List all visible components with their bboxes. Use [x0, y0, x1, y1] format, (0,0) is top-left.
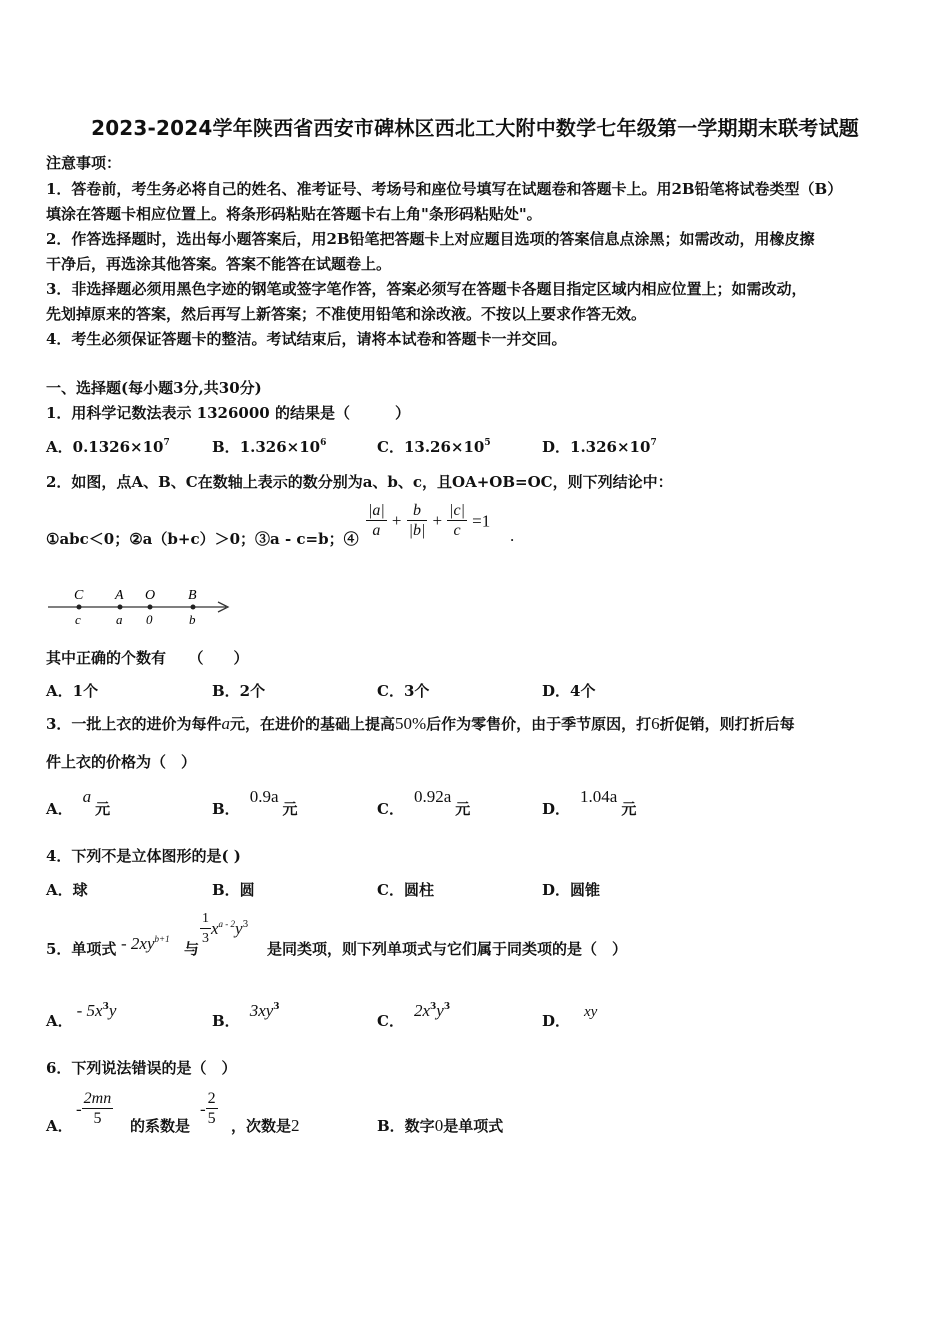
point-c	[77, 605, 82, 610]
q1-option-d: D．$1.326\times 10^7$	[542, 438, 657, 456]
label-O: O	[145, 588, 156, 603]
label-A: A	[115, 588, 124, 603]
page-title: 2023-2024学年陕西省西安市碑林区西北工大附中数学七年级第一学期期末联考试题	[91, 116, 859, 140]
q6-option-a-label: A．	[46, 1117, 73, 1135]
q1-option-c: C．$13.26\times 10^5$	[377, 438, 491, 456]
q3-option-d: D．1.04a元	[542, 787, 637, 818]
notice-line: 3．非选择题必须用黑色字迹的钢笔或签字笔作答，答案必须写在答题卡各题目指定区域内相应位置上；如需改动，	[46, 280, 807, 298]
label-a-value: a	[116, 612, 123, 627]
label-c-value: c	[75, 612, 81, 627]
q6-option-a-middle: 的系数是	[130, 1117, 191, 1135]
point-o	[148, 605, 153, 610]
section-heading: 一、选择题(每小题3分,共30分)	[46, 379, 262, 397]
q6-option-b: B．数字0是单项式	[377, 1116, 504, 1135]
notice-line: 先划掉原来的答案，然后再写上新答案；不准使用铅笔和涂改液。不按以上要求作答无效。	[46, 305, 647, 323]
question-6-stem: 6．下列说法错误的是（ ）	[46, 1059, 237, 1077]
number-line-figure	[46, 583, 236, 631]
q2-option-d: D．4个	[542, 682, 596, 700]
label-C: C	[74, 588, 84, 603]
q2-period: .	[510, 526, 515, 545]
q1-option-a: A．$0.1326\times 10^7$	[46, 438, 170, 456]
q6-option-a-tail: ，次数是2	[231, 1116, 300, 1135]
q5-option-d: D． xy	[542, 1004, 598, 1030]
q3-option-c: C．0.92a元	[377, 787, 471, 818]
q4-option-a: A．球	[46, 881, 88, 899]
question-5-stem-start: 5．单项式	[46, 940, 117, 958]
q1-option-b: B．$1.326\times 10^6$	[212, 438, 327, 456]
q5-monomial-1: - $2xy^{b+1}$	[121, 934, 170, 953]
q2-option-c: C．3个	[377, 682, 430, 700]
label-B: B	[188, 588, 197, 603]
q3-option-a: A．a元	[46, 787, 111, 818]
q6-option-a-expression: - $\frac{2mn}{5}$	[76, 1090, 112, 1127]
q4-option-d: D．圆锥	[542, 881, 601, 899]
question-3-stem: 3．一批上衣的进价为每件a元，在进价的基础上提高50%后作为零售价，由于季节原因，打6折促销，则打折后每	[46, 714, 795, 733]
notice-line: 4．考生必须保证答题卡的整洁。考试结束后，请将本试卷和答题卡一并交回。	[46, 330, 567, 348]
q3-option-b: B．0.9a元	[212, 787, 298, 818]
q6-option-a-coefficient: - $\frac{2}{5}$	[200, 1090, 216, 1127]
q2-option-a: A．1个	[46, 682, 99, 700]
point-a	[118, 605, 123, 610]
q4-option-b: B．圆	[212, 881, 255, 899]
q5-option-a: A．- $5x^3y$	[46, 1001, 117, 1030]
label-0-value: 0	[146, 612, 153, 627]
q2-question: 其中正确的个数有 （ ）	[46, 649, 249, 667]
q5-option-b: B．$3xy^3$	[212, 1001, 280, 1030]
notice-line: 填涂在答题卡相应位置上。将条形码粘贴在答题卡右上角"条形码粘贴处"。	[46, 205, 542, 223]
notice-line: 干净后，再选涂其他答案。答案不能答在试题卷上。	[46, 255, 392, 273]
label-b-value: b	[189, 612, 196, 627]
notice-heading: 注意事项：	[46, 154, 122, 172]
question-3-stem-line2: 件上衣的价格为（ ）	[46, 753, 197, 771]
q5-option-c: C．$2x^3y^3$	[377, 1001, 451, 1030]
q2-fraction-expression: $\frac{|a|}{a}$ + $\frac{b}{|b|}$ + $\frac{|c|}{c}$ =1	[368, 502, 491, 539]
q5-monomial-2: $\frac{1}{3}$ $x^{a - 2}y^3$	[202, 911, 249, 946]
q4-option-c: C．圆柱	[377, 881, 434, 899]
q5-with: 与	[184, 940, 200, 958]
notice-line: 1．答卷前，考生务必将自己的姓名、准考证号、考场号和座位号填写在试题卷和答题卡上。用2B铅笔将试卷类型（B）	[46, 180, 843, 198]
question-4-stem: 4．下列不是立体图形的是( )	[46, 847, 241, 865]
question-1-stem: 1．用科学记数法表示 1326000 的结果是（ ）	[46, 404, 410, 422]
point-b	[191, 605, 196, 610]
q2-statements: ①abc＜0；②a（b+c）＞0；③a - c=b；④	[46, 530, 359, 548]
question-5-stem-end: 是同类项，则下列单项式与它们属于同类项的是（ ）	[267, 940, 628, 958]
q2-option-b: B．2个	[212, 682, 266, 700]
notice-line: 2．作答选择题时，选出每小题答案后，用2B铅笔把答题卡上对应题目选项的答案信息点涂黑；如需改动，用橡皮擦	[46, 230, 815, 248]
question-2-stem: 2．如图，点A、B、C在数轴上表示的数分别为a、b、c，且OA+OB=OC，则下列结论中：	[46, 473, 673, 491]
